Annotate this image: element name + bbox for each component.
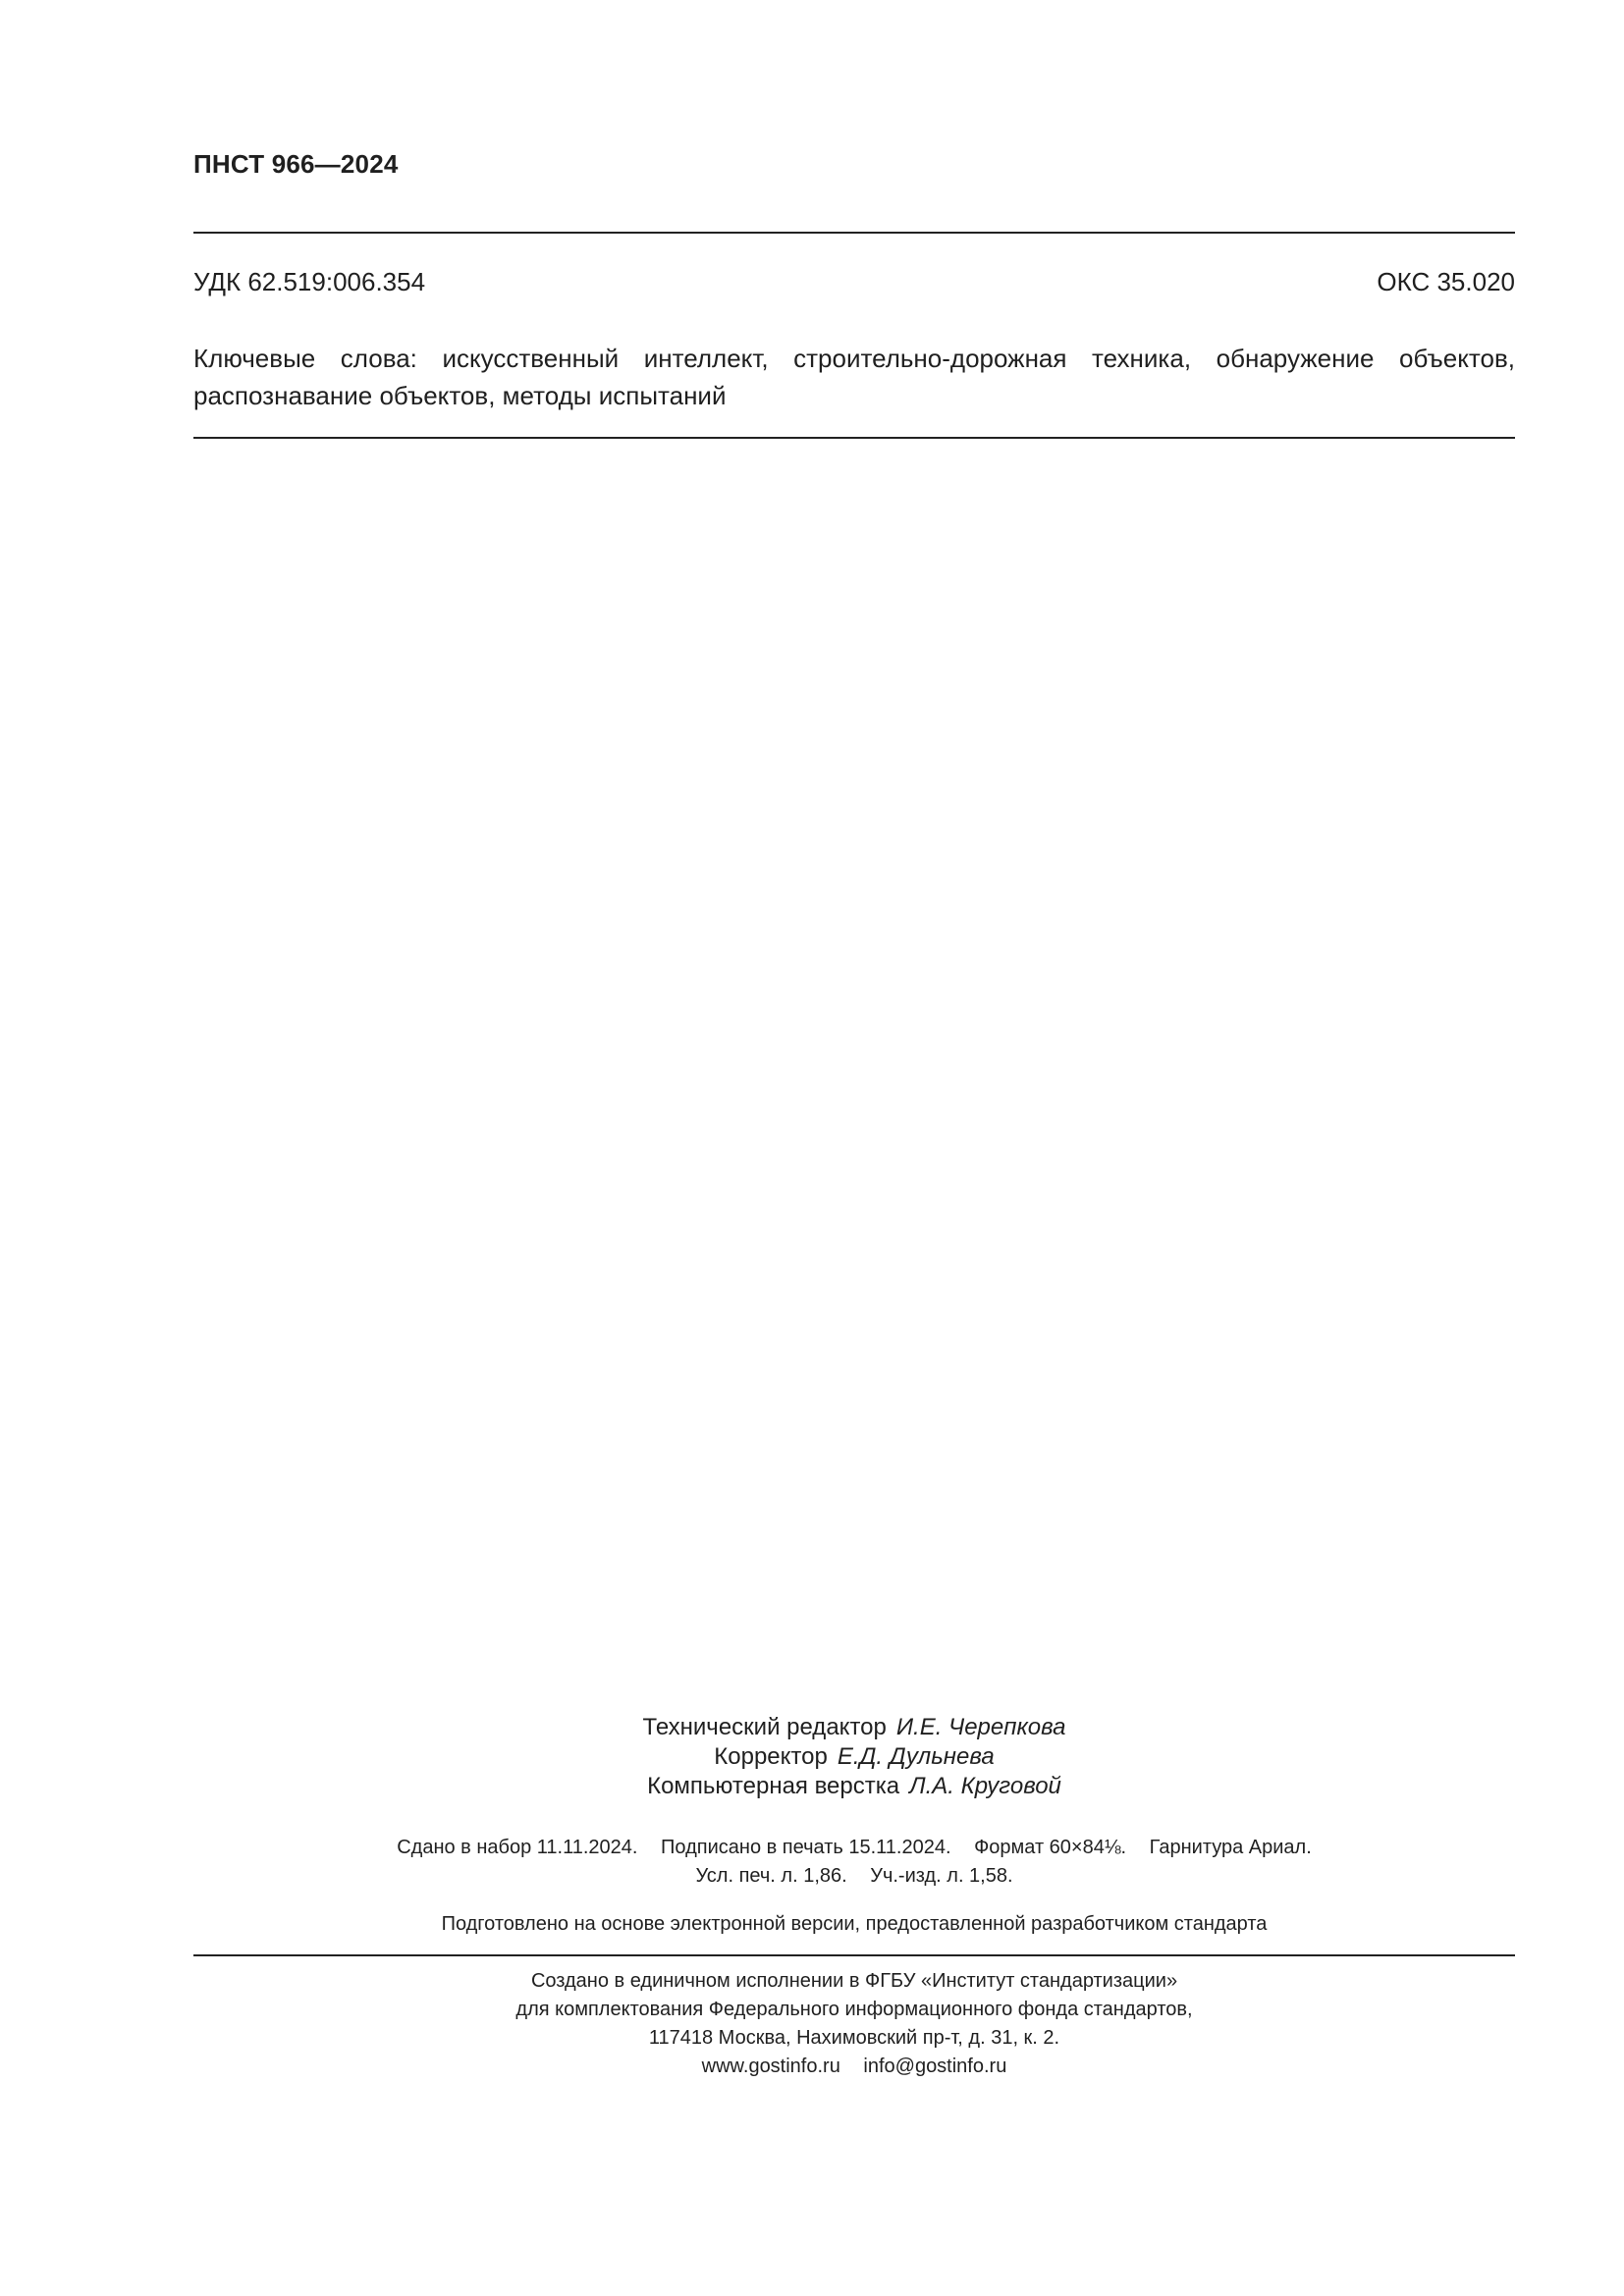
signed-date: Подписано в печать 15.11.2024. — [661, 1837, 951, 1858]
typeface: Гарнитура Ариал. — [1149, 1837, 1312, 1858]
print-info-block — [193, 1834, 1515, 1891]
credit-proofreader — [193, 1742, 1515, 1772]
top-divider — [193, 232, 1515, 234]
footer-line-2: для комплектования Федерального информационного фонда стандартов, — [515, 1999, 1193, 2020]
email-link[interactable]: info@gostinfo.ru — [863, 2056, 1007, 2077]
udk-code: УДК 62.519:006.354 — [193, 267, 426, 296]
credit-role: Технический редактор — [642, 1714, 887, 1740]
typeset-date: Сдано в набор 11.11.2024. — [397, 1837, 638, 1858]
keywords-divider — [193, 437, 1515, 439]
classifiers-row — [193, 267, 1515, 297]
credit-role: Компьютерная верстка — [647, 1773, 900, 1799]
footer-address: 117418 Москва, Нахимовский пр-т, д. 31, к. 2. — [648, 2027, 1060, 2049]
footer-contacts — [193, 2053, 1515, 2081]
credit-person: И.Е. Черепкова — [895, 1714, 1066, 1740]
footer-block — [193, 1967, 1515, 2081]
publishing-sheets: Уч.-изд. л. 1,58. — [870, 1865, 1013, 1887]
footer-line-1: Создано в единичном исполнении в ФГБУ «Институт стандартизации» — [530, 1970, 1178, 1992]
credit-person: Л.А. Круговой — [909, 1773, 1061, 1799]
keywords-text: Ключевые слова: искусственный интеллект, строительно-дорожная техника, обнаружение объектов, распознавание объектов, методы испытаний — [193, 344, 1515, 410]
paper-format: Формат 60×84⅛. — [974, 1837, 1127, 1858]
standard-code: ПНСТ 966—2024 — [193, 149, 399, 179]
footer-divider — [193, 1954, 1515, 1956]
prepared-note: Подготовлено на основе электронной версии, предоставленной разработчиком стандарта — [441, 1913, 1268, 1935]
print-info-line-1 — [193, 1834, 1515, 1862]
website-link[interactable]: www.gostinfo.ru — [701, 2056, 840, 2077]
print-info-line-2 — [193, 1862, 1515, 1891]
printed-sheets: Усл. печ. л. 1,86. — [695, 1865, 847, 1887]
credit-technical-editor — [193, 1713, 1515, 1742]
credit-layout — [193, 1772, 1515, 1801]
credits-block — [193, 1713, 1515, 1801]
credit-role: Корректор — [714, 1743, 828, 1770]
oks-code: ОКС 35.020 — [1377, 267, 1515, 296]
credit-person: Е.Д. Дульнева — [837, 1743, 995, 1770]
